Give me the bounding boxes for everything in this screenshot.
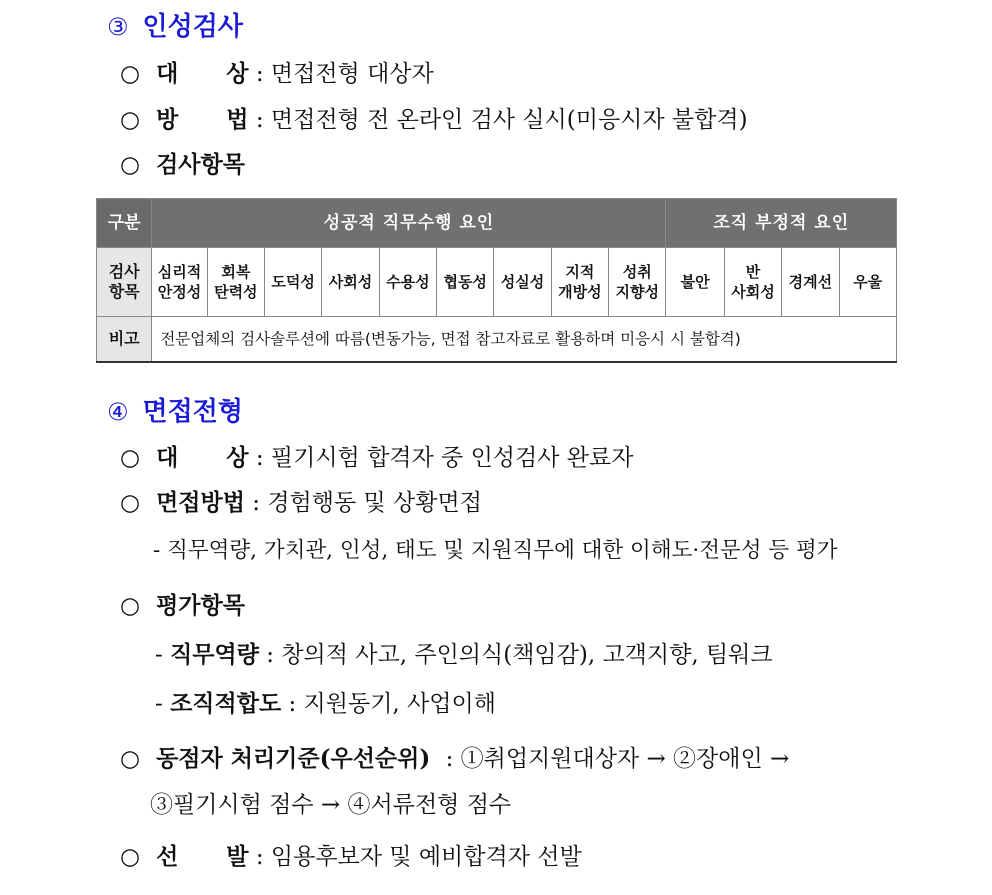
table-cell-item: 성실성 [494, 248, 551, 317]
section3-method-line [120, 101, 748, 134]
table-cell-item: 반 사회성 [724, 248, 781, 317]
bullet-icon: ○ [120, 107, 141, 133]
table-cell-item: 경계선 [782, 248, 839, 317]
section3-target-label: 대 상 [156, 60, 249, 87]
section4-method-line [120, 484, 482, 517]
section4-eval-label: 평가항목 [156, 592, 245, 619]
section4-method-value: : 경험행동 및 상황면접 [252, 490, 482, 516]
table-row-label-note: 비고 [97, 317, 152, 363]
section4-method-sub: - 직무역량, 가치관, 인성, 태도 및 지원직무에 대한 이해도·전문성 등 평가 [153, 538, 838, 563]
table-cell-item: 회복 탄력성 [207, 248, 264, 317]
section3-items-line [120, 146, 245, 179]
table-cell-item: 사회성 [322, 248, 379, 317]
table-cell-item: 불안 [666, 248, 724, 317]
table-header-category: 구분 [97, 199, 152, 248]
dash-icon: - [155, 642, 163, 668]
bullet-icon: ○ [120, 445, 141, 471]
eval-item-1-value: : 창의적 사고, 주인의식(책임감), 고객지향, 팀워크 [266, 642, 773, 668]
table-header-negative-factors: 조직 부정적 요인 [666, 199, 897, 248]
bullet-icon: ○ [120, 593, 141, 619]
section4-tie-value-2: ③필기시험 점수 → ④서류전형 점수 [150, 792, 512, 818]
bullet-icon: ○ [120, 61, 141, 87]
section4-tie-line [120, 740, 789, 773]
bullet-icon: ○ [120, 490, 141, 516]
table-cell-item: 지적 개방성 [551, 248, 608, 317]
section3-target-line [120, 55, 434, 88]
section4-eval-item-2 [155, 685, 496, 718]
table-row-items [97, 248, 897, 317]
section4-tie-value: : ①취업지원대상자 → ②장애인 → [445, 746, 790, 772]
eval-item-2-value: : 지원동기, 사업이해 [288, 691, 496, 717]
section4-eval-item-1 [155, 636, 773, 669]
section4-tie-label: 동점자 처리기준(우선순위) [156, 745, 431, 772]
section4-heading [107, 391, 243, 428]
section4-method-label: 면접방법 [156, 489, 245, 516]
bullet-icon: ○ [120, 844, 141, 870]
table-cell-item: 성취 지향성 [609, 248, 666, 317]
table-header-success-factors: 성공적 직무수행 요인 [152, 199, 666, 248]
section4-select-line [120, 838, 582, 871]
section4-title: 면접전형 [142, 397, 243, 427]
table-row-note [97, 317, 897, 363]
section4-target-line [120, 439, 633, 472]
bullet-icon: ○ [120, 746, 141, 772]
section4-select-label: 선 발 [156, 843, 249, 870]
section3-target-value: : 면접전형 대상자 [255, 61, 434, 87]
eval-item-1-label: 직무역량 [170, 641, 259, 668]
section3-method-value: : 면접전형 전 온라인 검사 실시(미응시자 불합격) [255, 107, 748, 133]
table-cell-item: 심리적 안정성 [152, 248, 207, 317]
section3-items-label: 검사항목 [156, 151, 245, 178]
eval-item-2-label: 조직적합도 [170, 690, 282, 717]
bullet-icon: ○ [120, 152, 141, 178]
table-note-text: 전문업체의 검사솔루션에 따름(변동가능, 면접 참고자료로 활용하며 미응시 시 불합격) [152, 317, 897, 363]
section4-select-value: : 임용후보자 및 예비합격자 선발 [255, 844, 582, 870]
section3-method-label: 방 법 [156, 106, 249, 133]
table-cell-item: 수용성 [379, 248, 436, 317]
table-cell-item: 우울 [839, 248, 896, 317]
section4-eval-line [120, 587, 245, 620]
table-header-row [97, 199, 897, 248]
section4-target-label: 대 상 [156, 444, 249, 471]
section3-heading [107, 6, 243, 43]
table-cell-item: 도덕성 [265, 248, 322, 317]
section3-number: ③ [107, 13, 129, 41]
personality-test-table [96, 198, 897, 363]
dash-icon: - [155, 691, 163, 717]
section3-title: 인성검사 [142, 12, 243, 42]
section4-target-value: : 필기시험 합격자 중 인성검사 완료자 [255, 445, 634, 471]
table-row-label-items: 검사 항목 [97, 248, 152, 317]
section4-number: ④ [107, 398, 129, 426]
table-cell-item: 협동성 [437, 248, 494, 317]
